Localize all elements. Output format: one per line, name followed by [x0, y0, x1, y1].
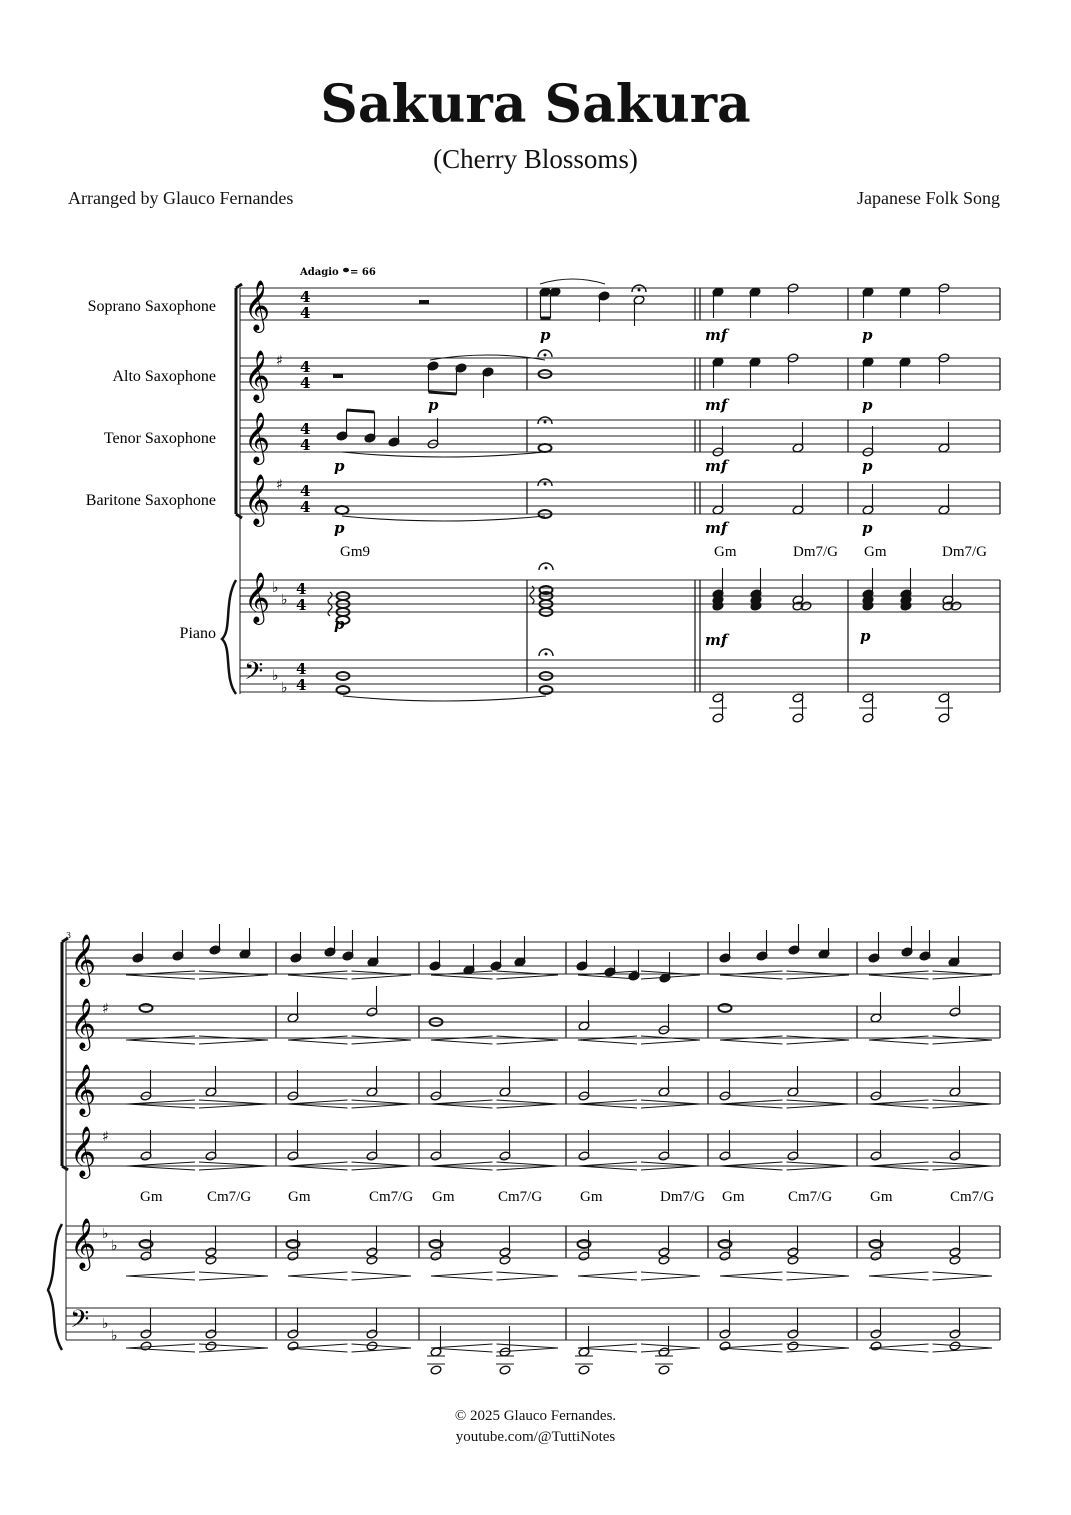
time-signature: 4: [296, 596, 307, 614]
treble-clef-icon: 𝄞: [244, 350, 271, 401]
time-signature: 4: [300, 304, 311, 322]
key-signature-flat: ♭: [102, 1316, 109, 1332]
decrescendo-hairpin: [933, 1036, 993, 1044]
key-signature-flat: ♭: [111, 1328, 118, 1344]
decrescendo-hairpin: [933, 1272, 993, 1280]
treble-clef-icon: 𝄞: [244, 280, 271, 331]
treble-clef-icon: 𝄞: [70, 1126, 97, 1177]
crescendo-hairpin: [720, 1272, 783, 1280]
chord-symbol: Cm7/G: [207, 1189, 252, 1205]
time-signature: 4: [300, 436, 311, 454]
key-signature-flat: ♭: [111, 1238, 118, 1254]
notehead: [719, 1341, 731, 1351]
key-signature-sharp: ♯: [276, 353, 283, 369]
tie-slur: [342, 452, 545, 457]
crescendo-hairpin: [431, 971, 493, 979]
key-signature-flat: ♭: [102, 1226, 109, 1242]
footer-url: youtube.com/@TuttiNotes: [455, 1429, 616, 1445]
bass-clef-icon: 𝄢: [70, 1305, 90, 1340]
beam: [429, 392, 457, 394]
fermata-dot: [545, 567, 548, 570]
half-rest: [333, 374, 343, 378]
crescendo-hairpin: [288, 971, 348, 979]
crescendo-hairpin: [578, 1036, 637, 1044]
treble-clef-icon: 𝄞: [70, 998, 97, 1049]
instrument-piano: Piano: [179, 625, 216, 642]
chord-symbol: Cm7/G: [369, 1189, 414, 1205]
notehead: [430, 1365, 442, 1375]
treble-clef-icon: 𝄞: [70, 1064, 97, 1115]
crescendo-hairpin: [126, 1272, 195, 1280]
beam: [347, 410, 375, 412]
chord-symbol: Gm: [432, 1189, 455, 1205]
decrescendo-hairpin: [352, 971, 412, 979]
decrescendo-hairpin: [933, 971, 993, 979]
piano-brace: [222, 580, 236, 694]
score-subtitle: (Cherry Blossoms): [433, 144, 638, 174]
time-signature: 4: [296, 676, 307, 694]
chord-symbol: Gm: [722, 1189, 745, 1205]
arranger-credit: Arranged by Glauco Fernandes: [68, 188, 294, 208]
key-signature-sharp: ♯: [102, 1001, 109, 1017]
dynamic-mark: p: [428, 396, 439, 414]
decrescendo-hairpin: [352, 1036, 412, 1044]
crescendo-hairpin: [869, 1036, 929, 1044]
fermata-dot: [545, 653, 548, 656]
dynamic-mark: mf: [705, 326, 728, 344]
chord-symbol: Cm7/G: [950, 1189, 995, 1205]
whole-note: [540, 686, 553, 694]
notehead: [870, 1341, 882, 1351]
decrescendo-hairpin: [787, 1272, 850, 1280]
notehead: [658, 1365, 670, 1375]
notehead: [658, 1255, 670, 1265]
decrescendo-hairpin: [787, 971, 850, 979]
instrument-alto: Alto Saxophone: [112, 368, 216, 385]
notehead: [499, 1255, 511, 1265]
dynamic-mark: mf: [705, 396, 728, 414]
notehead: [205, 1255, 217, 1265]
decrescendo-hairpin: [641, 1036, 700, 1044]
crescendo-hairpin: [288, 1272, 348, 1280]
whole-note: [719, 1004, 732, 1012]
treble-clef-icon: 𝄞: [244, 572, 271, 623]
dynamic-mark: p: [862, 519, 873, 537]
key-signature-sharp: ♯: [276, 477, 283, 493]
tie-slur: [540, 279, 605, 284]
chord-symbol: Gm9: [340, 544, 370, 560]
dynamic-mark: p: [540, 326, 551, 344]
crescendo-hairpin: [869, 971, 929, 979]
arpeggio-line: [530, 586, 534, 604]
key-signature-flat: ♭: [272, 668, 279, 684]
decrescendo-hairpin: [497, 1272, 559, 1280]
chord-symbol: Dm7/G: [942, 544, 987, 560]
fermata-dot: [544, 483, 547, 486]
decrescendo-hairpin: [199, 1272, 268, 1280]
time-signature: 4: [300, 374, 311, 392]
decrescendo-hairpin: [352, 1344, 412, 1352]
bass-clef-icon: 𝄢: [244, 657, 264, 692]
crescendo-hairpin: [431, 1272, 493, 1280]
decrescendo-hairpin: [199, 1344, 268, 1352]
measure-number: 3: [66, 931, 72, 940]
dynamic-mark: p: [862, 457, 873, 475]
time-signature: 4: [300, 358, 311, 376]
time-signature: 4: [300, 482, 311, 500]
dynamic-mark: p: [334, 615, 345, 633]
chord-symbol: Gm: [714, 544, 737, 560]
chord-symbol: Gm: [288, 1189, 311, 1205]
chord-symbol: Dm7/G: [793, 544, 838, 560]
notehead: [366, 1255, 378, 1265]
tempo-marking: Adagio: [300, 267, 339, 278]
page-footer: [0, 1406, 1071, 1448]
instrument-soprano: Soprano Saxophone: [87, 298, 216, 315]
composer-credit: Japanese Folk Song: [857, 188, 1000, 208]
chord-symbol: Cm7/G: [788, 1189, 833, 1205]
crescendo-hairpin: [431, 1036, 493, 1044]
tempo-bpm: = 66: [350, 267, 376, 278]
fermata-dot: [544, 421, 547, 424]
notehead: [787, 1341, 799, 1351]
key-signature-flat: ♭: [281, 592, 288, 608]
tie-slur: [343, 696, 546, 701]
time-signature: 4: [300, 420, 311, 438]
whole-note: [337, 686, 350, 694]
notehead: [205, 1341, 217, 1351]
time-signature: 4: [300, 498, 311, 516]
chord-symbol: Dm7/G: [660, 1189, 705, 1205]
crescendo-hairpin: [126, 1344, 195, 1352]
notehead: [499, 1365, 511, 1375]
fermata-dot: [544, 354, 547, 357]
tempo-note-icon: [343, 268, 349, 273]
fermata-dot: [638, 289, 641, 292]
treble-clef-icon: 𝄞: [244, 474, 271, 525]
dynamic-mark: p: [334, 519, 345, 537]
treble-clef-icon: 𝄞: [244, 412, 271, 463]
time-signature: 4: [296, 580, 307, 598]
chord-symbol: Gm: [140, 1189, 163, 1205]
copyright-text: © 2025 Glauco Fernandes.: [454, 1408, 617, 1424]
dynamic-mark: mf: [705, 457, 728, 475]
tie-slur: [342, 516, 545, 521]
whole-note: [539, 444, 552, 452]
time-signature: 4: [300, 288, 311, 306]
crescendo-hairpin: [869, 1272, 929, 1280]
decrescendo-hairpin: [787, 1036, 850, 1044]
decrescendo-hairpin: [641, 1344, 700, 1352]
instrument-tenor: Tenor Saxophone: [103, 430, 216, 447]
decrescendo-hairpin: [641, 1272, 700, 1280]
instrument-baritone: Baritone Saxophone: [85, 492, 216, 509]
key-signature-sharp: ♯: [102, 1129, 109, 1145]
treble-clef-icon: 𝄞: [70, 1218, 97, 1269]
decrescendo-hairpin: [352, 1272, 412, 1280]
crescendo-hairpin: [126, 971, 195, 979]
dynamic-mark: p: [862, 396, 873, 414]
chord-symbol: Gm: [870, 1189, 893, 1205]
time-signature: 4: [296, 660, 307, 678]
dynamic-mark: p: [860, 627, 871, 645]
crescendo-hairpin: [126, 1036, 195, 1044]
decrescendo-hairpin: [497, 1036, 559, 1044]
piano-brace: [48, 1224, 62, 1350]
score-title: Sakura Sakura: [320, 74, 751, 135]
crescendo-hairpin: [720, 1036, 783, 1044]
dynamic-mark: p: [334, 457, 345, 475]
whole-note: [140, 1004, 153, 1012]
decrescendo-hairpin: [497, 971, 559, 979]
decrescendo-hairpin: [933, 1344, 993, 1352]
notehead: [578, 1365, 590, 1375]
chord-symbol: Gm: [580, 1189, 603, 1205]
notehead: [949, 1255, 961, 1265]
instrument-bracket: [62, 938, 68, 1170]
notehead: [787, 1255, 799, 1265]
instrument-bracket: [236, 284, 242, 518]
chord-symbol: Cm7/G: [498, 1189, 543, 1205]
crescendo-hairpin: [578, 1272, 637, 1280]
dynamic-mark: p: [862, 326, 873, 344]
dynamic-mark: mf: [705, 519, 728, 537]
half-rest: [419, 300, 429, 304]
key-signature-flat: ♭: [272, 580, 279, 596]
whole-note: [336, 506, 349, 514]
chord-symbol: Gm: [864, 544, 887, 560]
decrescendo-hairpin: [199, 971, 268, 979]
notehead: [287, 1341, 299, 1351]
dynamic-mark: mf: [705, 631, 728, 649]
treble-clef-icon: 𝄞: [70, 934, 97, 985]
crescendo-hairpin: [720, 971, 783, 979]
key-signature-flat: ♭: [281, 680, 288, 696]
crescendo-hairpin: [869, 1344, 929, 1352]
crescendo-hairpin: [288, 1036, 348, 1044]
decrescendo-hairpin: [199, 1036, 268, 1044]
